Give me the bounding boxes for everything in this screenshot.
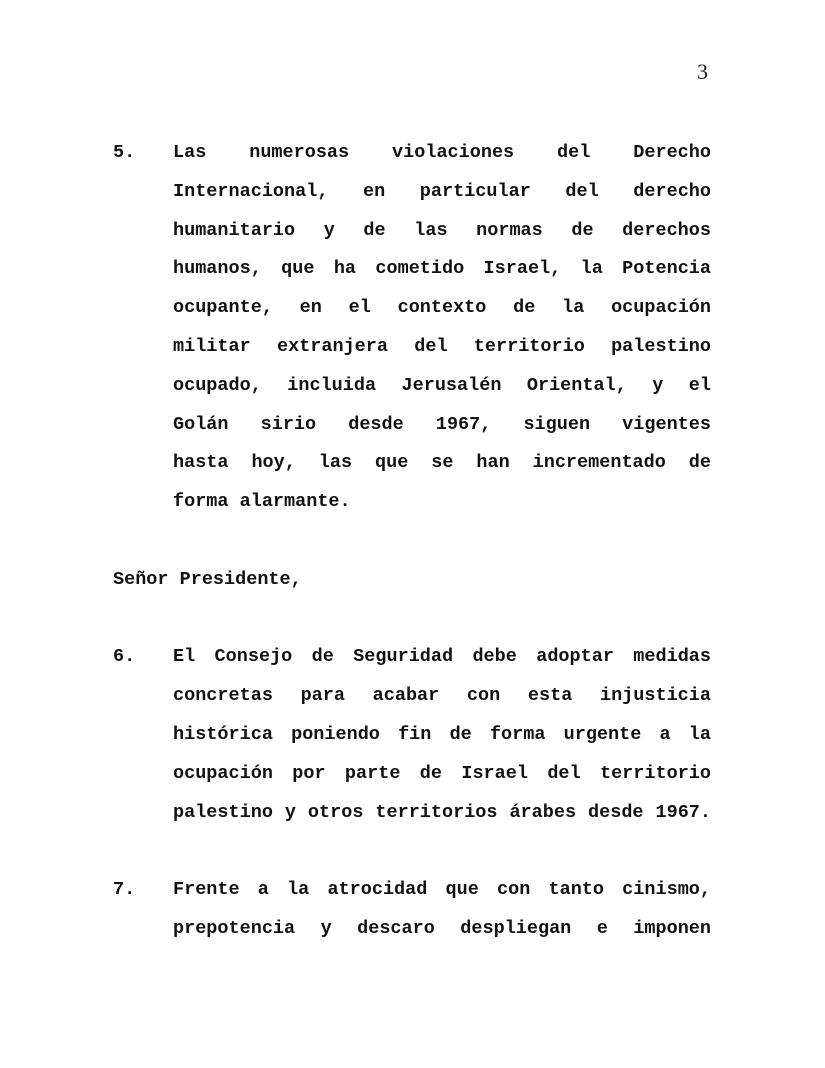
text-line: forma alarmante. (173, 491, 351, 513)
text-line: humanos, que ha cometido Israel, la Potencia (173, 258, 711, 280)
paragraph-number: 6. (113, 646, 136, 668)
paragraph-number: 5. (113, 142, 136, 163)
document-body (113, 134, 711, 949)
text-line: concretas para acabar con esta injusticia (173, 685, 711, 707)
text-line: prepotencia y descaro despliegan e imponen (173, 917, 711, 939)
text-line: histórica poniendo fin de forma urgente a la (173, 723, 711, 745)
text-line: humanitario y de las normas de derechos (173, 219, 711, 241)
text-line: Señor Presidente, (113, 568, 302, 590)
page-number: 3 (697, 59, 708, 84)
paragraph-lines (173, 134, 711, 522)
text-line: Internacional, en particular del derecho (173, 180, 711, 202)
text-line: palestino y otros territorios árabes desde 1967. (173, 801, 711, 823)
numbered-paragraph (113, 871, 711, 949)
salutation-paragraph (113, 561, 711, 600)
paragraph-lines (173, 638, 711, 832)
numbered-paragraph (113, 638, 711, 832)
text-line: El Consejo de Seguridad debe adoptar medidas (173, 646, 711, 668)
text-line: ocupación por parte de Israel del territorio (173, 762, 711, 784)
text-line: ocupado, incluida Jerusalén Oriental, y el (173, 374, 711, 396)
numbered-paragraph (113, 134, 711, 522)
text-line: ocupante, en el contexto de la ocupación (173, 297, 711, 319)
text-line: Las numerosas violaciones del Derecho (173, 142, 711, 163)
text-line: hasta hoy, las que se han incrementado de (173, 452, 711, 474)
text-line: Golán sirio desde 1967, siguen vigentes (173, 413, 711, 435)
text-line: Frente a la atrocidad que con tanto cinismo, (173, 879, 711, 901)
paragraph-number: 7. (113, 879, 136, 901)
paragraph-lines (173, 871, 711, 949)
text-line: militar extranjera del territorio palestino (173, 335, 711, 357)
paragraph-lines (113, 561, 711, 600)
